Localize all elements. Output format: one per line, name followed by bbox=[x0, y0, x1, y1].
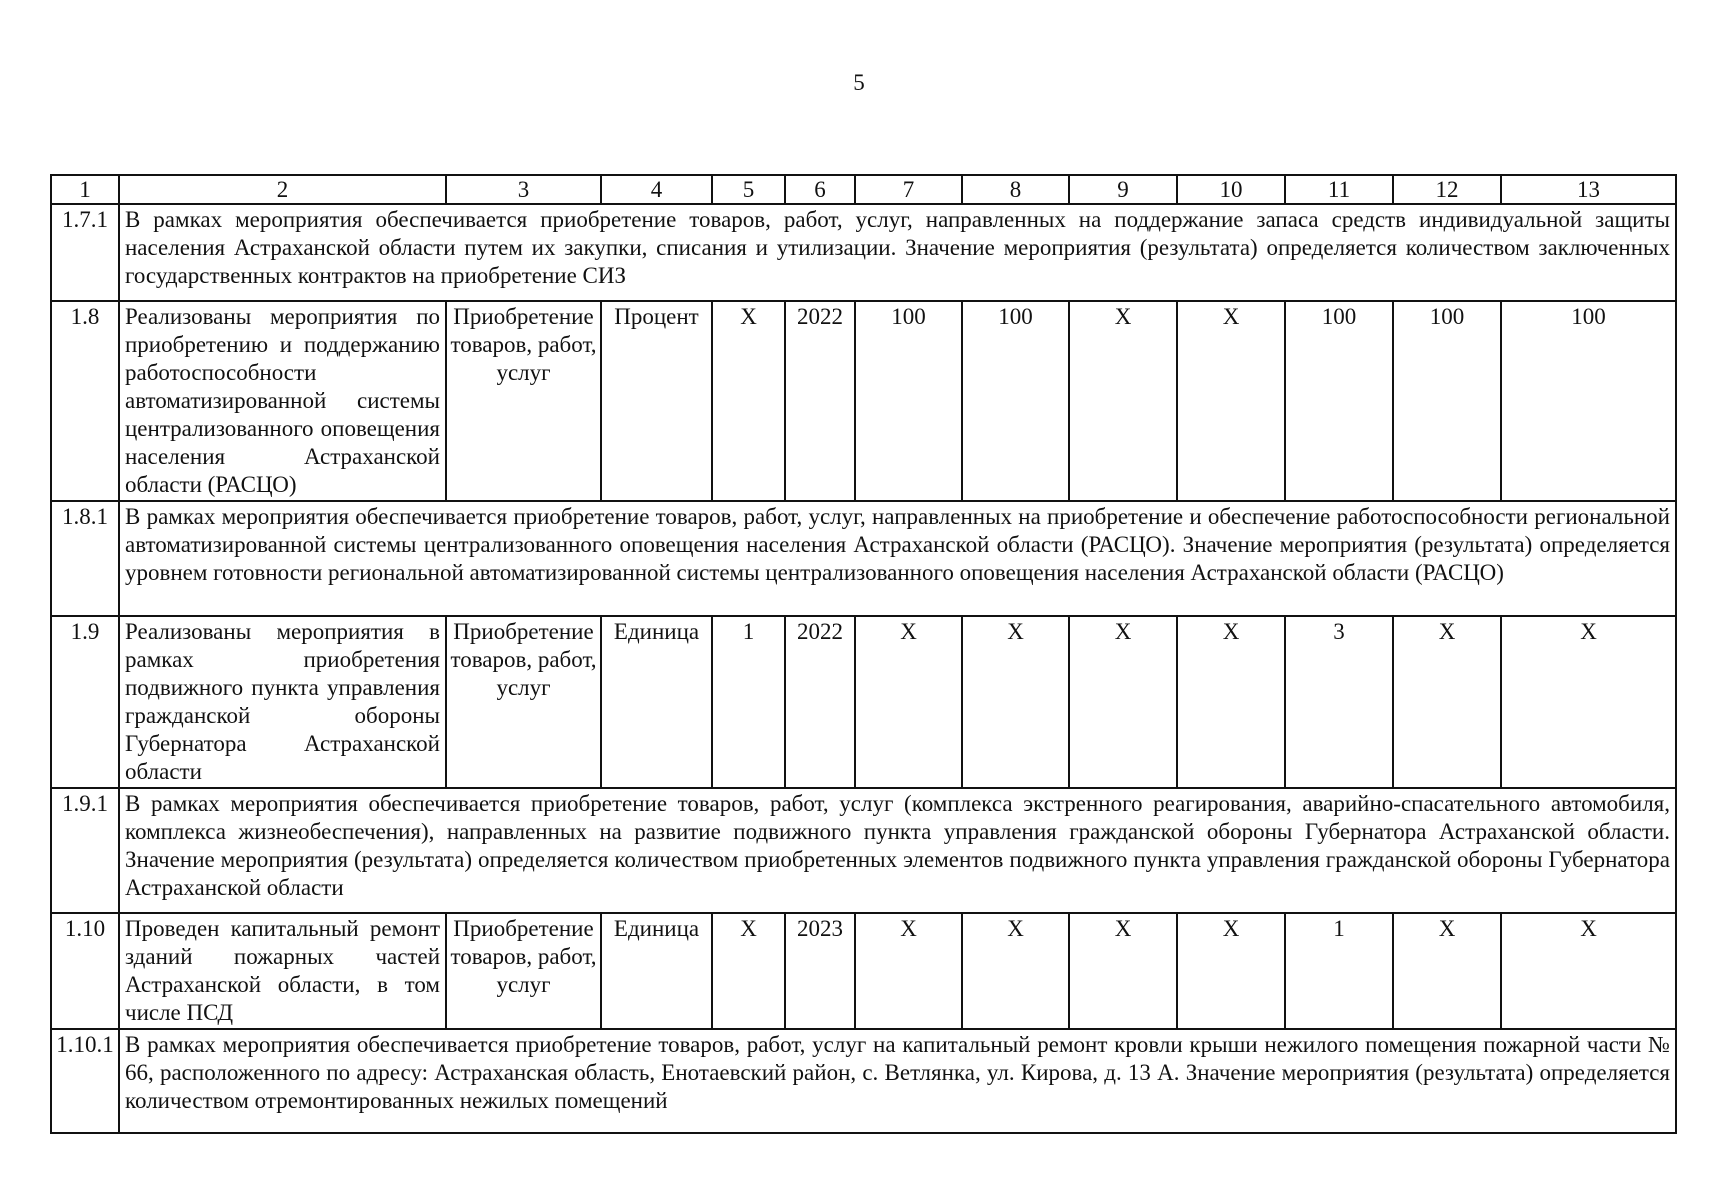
value-cell: 100 bbox=[1285, 301, 1393, 501]
value-cell: Х bbox=[1069, 301, 1177, 501]
description-row bbox=[51, 788, 1676, 913]
page-number: 5 bbox=[853, 70, 865, 95]
description-row bbox=[51, 204, 1676, 301]
value-cell: 100 bbox=[962, 301, 1069, 501]
value-cell: 100 bbox=[1393, 301, 1501, 501]
value-cell: Х bbox=[1501, 616, 1676, 788]
value-cell: Х bbox=[712, 301, 785, 501]
column-header: 13 bbox=[1501, 175, 1676, 204]
value-cell: 2023 bbox=[785, 913, 855, 1029]
value-cell: Х bbox=[1393, 616, 1501, 788]
indicator-type: Приобретение товаров, работ, услуг bbox=[446, 301, 601, 501]
value-cell: Х bbox=[1177, 616, 1285, 788]
table-row bbox=[51, 616, 1676, 788]
value-cell: Х bbox=[1177, 301, 1285, 501]
column-header: 1 bbox=[51, 175, 119, 204]
value-cell: 1 bbox=[1285, 913, 1393, 1029]
indicator-name: Проведен капитальный ремонт зданий пожарных частей Астраханской области, в том числе ПСД bbox=[119, 913, 446, 1029]
value-cell: 3 bbox=[1285, 616, 1393, 788]
header-row bbox=[51, 175, 1676, 204]
row-number: 1.9 bbox=[51, 616, 119, 788]
value-cell: Х bbox=[1177, 913, 1285, 1029]
indicator-name: Реализованы мероприятия по приобретению и поддержанию работоспособности автоматизированной системы централизованного оповещения населения Астраханской области (РАСЦО) bbox=[119, 301, 446, 501]
unit-cell: Единица bbox=[601, 616, 712, 788]
value-cell: Х bbox=[962, 616, 1069, 788]
unit-cell: Процент bbox=[601, 301, 712, 501]
table-row bbox=[51, 301, 1676, 501]
column-header: 9 bbox=[1069, 175, 1177, 204]
value-cell: 100 bbox=[1501, 301, 1676, 501]
value-cell: Х bbox=[1501, 913, 1676, 1029]
row-number: 1.10 bbox=[51, 913, 119, 1029]
column-header: 3 bbox=[446, 175, 601, 204]
indicator-type: Приобретение товаров, работ, услуг bbox=[446, 913, 601, 1029]
column-header: 8 bbox=[962, 175, 1069, 204]
row-number: 1.8 bbox=[51, 301, 119, 501]
row-number: 1.7.1 bbox=[51, 204, 119, 301]
description-row bbox=[51, 501, 1676, 616]
unit-cell: Единица bbox=[601, 913, 712, 1029]
column-header: 4 bbox=[601, 175, 712, 204]
value-cell: Х bbox=[962, 913, 1069, 1029]
description-row bbox=[51, 1029, 1676, 1133]
value-cell: Х bbox=[712, 913, 785, 1029]
row-number: 1.10.1 bbox=[51, 1029, 119, 1133]
description-text: В рамках мероприятия обеспечивается приобретение товаров, работ, услуг, направленных на поддержание запаса средств индивидуальной защиты населения Астраханской области путем их закупки, списания и утилизации. Значение мероприятия (результата) определяется количеством заключенных государственных контрактов на приобретение СИЗ bbox=[119, 204, 1676, 301]
description-text: В рамках мероприятия обеспечивается приобретение товаров, работ, услуг на капитальный ремонт кровли крыши нежилого помещения пожарной части № 66, расположенного по адресу: Астраханская область, Енотаевский район, с. Ветлянка, ул. Кирова, д. 13 А. Значение мероприятия (результата) определяется количеством отремонтированных нежилых помещений bbox=[119, 1029, 1676, 1133]
column-header: 6 bbox=[785, 175, 855, 204]
value-cell: Х bbox=[1069, 913, 1177, 1029]
value-cell: Х bbox=[855, 913, 962, 1029]
row-number: 1.9.1 bbox=[51, 788, 119, 913]
column-header: 7 bbox=[855, 175, 962, 204]
column-header: 10 bbox=[1177, 175, 1285, 204]
table-row bbox=[51, 913, 1676, 1029]
value-cell: 2022 bbox=[785, 616, 855, 788]
value-cell: 100 bbox=[855, 301, 962, 501]
value-cell: 2022 bbox=[785, 301, 855, 501]
column-header: 2 bbox=[119, 175, 446, 204]
indicator-type: Приобретение товаров, работ, услуг bbox=[446, 616, 601, 788]
indicators-table bbox=[50, 174, 1677, 1134]
indicator-name: Реализованы мероприятия в рамках приобретения подвижного пункта управления гражданской обороны Губернатора Астраханской области bbox=[119, 616, 446, 788]
value-cell: Х bbox=[1069, 616, 1177, 788]
description-text: В рамках мероприятия обеспечивается приобретение товаров, работ, услуг, направленных на приобретение и обеспечение работоспособности региональной автоматизированной системы централизованного оповещения населения Астраханской области (РАСЦО). Значение мероприятия (результата) определяется уровнем готовности региональной автоматизированной системы централизованного оповещения населения Астраханской области (РАСЦО) bbox=[119, 501, 1676, 616]
row-number: 1.8.1 bbox=[51, 501, 119, 616]
value-cell: Х bbox=[855, 616, 962, 788]
value-cell: Х bbox=[1393, 913, 1501, 1029]
column-header: 11 bbox=[1285, 175, 1393, 204]
value-cell: 1 bbox=[712, 616, 785, 788]
column-header: 12 bbox=[1393, 175, 1501, 204]
description-text: В рамках мероприятия обеспечивается приобретение товаров, работ, услуг (комплекса экстренного реагирования, аварийно-спасательного автомобиля, комплекса жизнеобеспечения), направленных на развитие подвижного пункта управления гражданской обороны Губернатора Астраханской области. Значение мероприятия (результата) определяется количеством приобретенных элементов подвижного пункта управления гражданской обороны Губернатора Астраханской области bbox=[119, 788, 1676, 913]
column-header: 5 bbox=[712, 175, 785, 204]
